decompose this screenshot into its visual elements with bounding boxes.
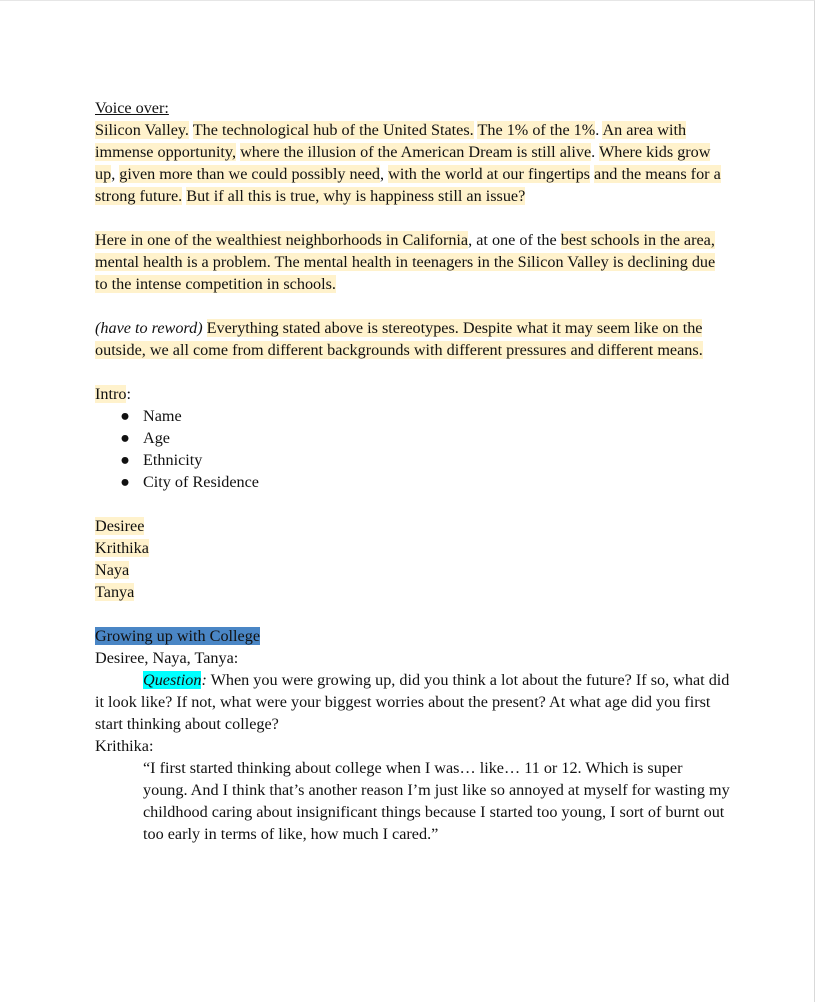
- name-tanya: Tanya: [95, 583, 135, 601]
- list-item-text: City of Residence: [143, 473, 259, 491]
- bullet-icon: ●: [120, 473, 130, 491]
- spacer: [95, 207, 730, 229]
- intro-list: [95, 405, 730, 493]
- question-label: Question: [143, 671, 202, 689]
- vo-sentence-5d: and the means for a strong future.: [95, 165, 721, 205]
- vo-sentence-3-dot: .: [595, 121, 600, 139]
- vo-p2-part-a: Here in one of the wealthiest neighborhoods in California: [95, 231, 469, 249]
- vo-sentence-5-comma: ,: [111, 165, 116, 183]
- voiceover-paragraph-1: [95, 119, 730, 207]
- vo-sentence-6: But if all this is true, why is happiness still an issue?: [186, 187, 526, 205]
- question-colon: :: [201, 671, 207, 689]
- list-item: [95, 427, 730, 449]
- intro-heading: [95, 383, 730, 405]
- vo-sentence-4b: where the illusion of the American Dream is still alive: [240, 143, 592, 161]
- vo-sentence-4-dot: .: [591, 143, 596, 161]
- list-item: [95, 405, 730, 427]
- document-body: [95, 97, 730, 845]
- vo-sentence-1: Silicon Valley.: [95, 121, 189, 139]
- list-item: [95, 471, 730, 493]
- spacer: [95, 295, 730, 317]
- spacer: [95, 493, 730, 515]
- name-line: [95, 537, 730, 559]
- quote-block: “I first started thinking about college when I was… like… 11 or 12. Which is super young. And I think that’s another reason I’m just like so annoyed at myself for wasting my childhood caring about insignificant things because I started too young, I sort of burnt out too early in terms of like, how much I cared.”: [143, 759, 730, 843]
- question-paragraph: [95, 669, 730, 735]
- intro-label: Intro: [95, 385, 127, 403]
- list-item-text: Age: [143, 429, 170, 447]
- bullet-icon: ●: [120, 407, 130, 425]
- reword-note: (have to reword): [95, 319, 203, 337]
- name-krithika: Krithika: [95, 539, 149, 557]
- name-line: [95, 559, 730, 581]
- name-naya: Naya: [95, 561, 130, 579]
- bullet-icon: ●: [120, 429, 130, 447]
- vo-sentence-2: The technological hub of the United States.: [192, 121, 474, 139]
- list-item-text: Ethnicity: [143, 451, 203, 469]
- vo-p3-text: Everything stated above is stereotypes. Despite what it may seem like on the outside, we all come from different backgrounds with different pressures and different means.: [95, 319, 703, 359]
- spacer: [95, 603, 730, 625]
- name-desiree: Desiree: [95, 517, 145, 535]
- voiceover-paragraph-3: [95, 317, 730, 361]
- vo-sentence-5-comma2: ,: [380, 165, 385, 183]
- list-item-text: Name: [143, 407, 182, 425]
- name-line: [95, 581, 730, 603]
- question-text: When you were growing up, did you think a lot about the future? If so, what did it look like? If not, what were your biggest worries about the present? At what age did you first start thinking about college?: [95, 671, 730, 733]
- vo-p2-part-c: best schools in the area, mental health is a problem. The mental health in teenagers in the Silicon Valley is declining due to the intense competition in schools.: [95, 231, 716, 293]
- section-heading: [95, 625, 730, 647]
- vo-sentence-3: The 1% of the 1%: [477, 121, 596, 139]
- vo-sentence-4a: An area with immense opportunity,: [95, 121, 687, 161]
- respondent-line: Krithika:: [95, 737, 154, 755]
- vo-sentence-5b: given more than we could possibly need: [119, 165, 381, 183]
- vo-p2-part-b: , at one of the: [468, 231, 561, 249]
- intro-colon: :: [126, 385, 131, 403]
- voiceover-paragraph-2: [95, 229, 730, 295]
- section-title: Growing up with College: [95, 627, 261, 645]
- voiceover-heading: [95, 97, 730, 119]
- bullet-icon: ●: [120, 451, 130, 469]
- vo-sentence-5a: Where kids grow up: [95, 143, 711, 183]
- spacer: [95, 361, 730, 383]
- voiceover-heading-text: Voice over:: [95, 99, 169, 117]
- vo-sentence-5c: with the world at our fingertips: [388, 165, 590, 183]
- speakers-line: Desiree, Naya, Tanya:: [95, 649, 239, 667]
- name-line: [95, 515, 730, 537]
- list-item: [95, 449, 730, 471]
